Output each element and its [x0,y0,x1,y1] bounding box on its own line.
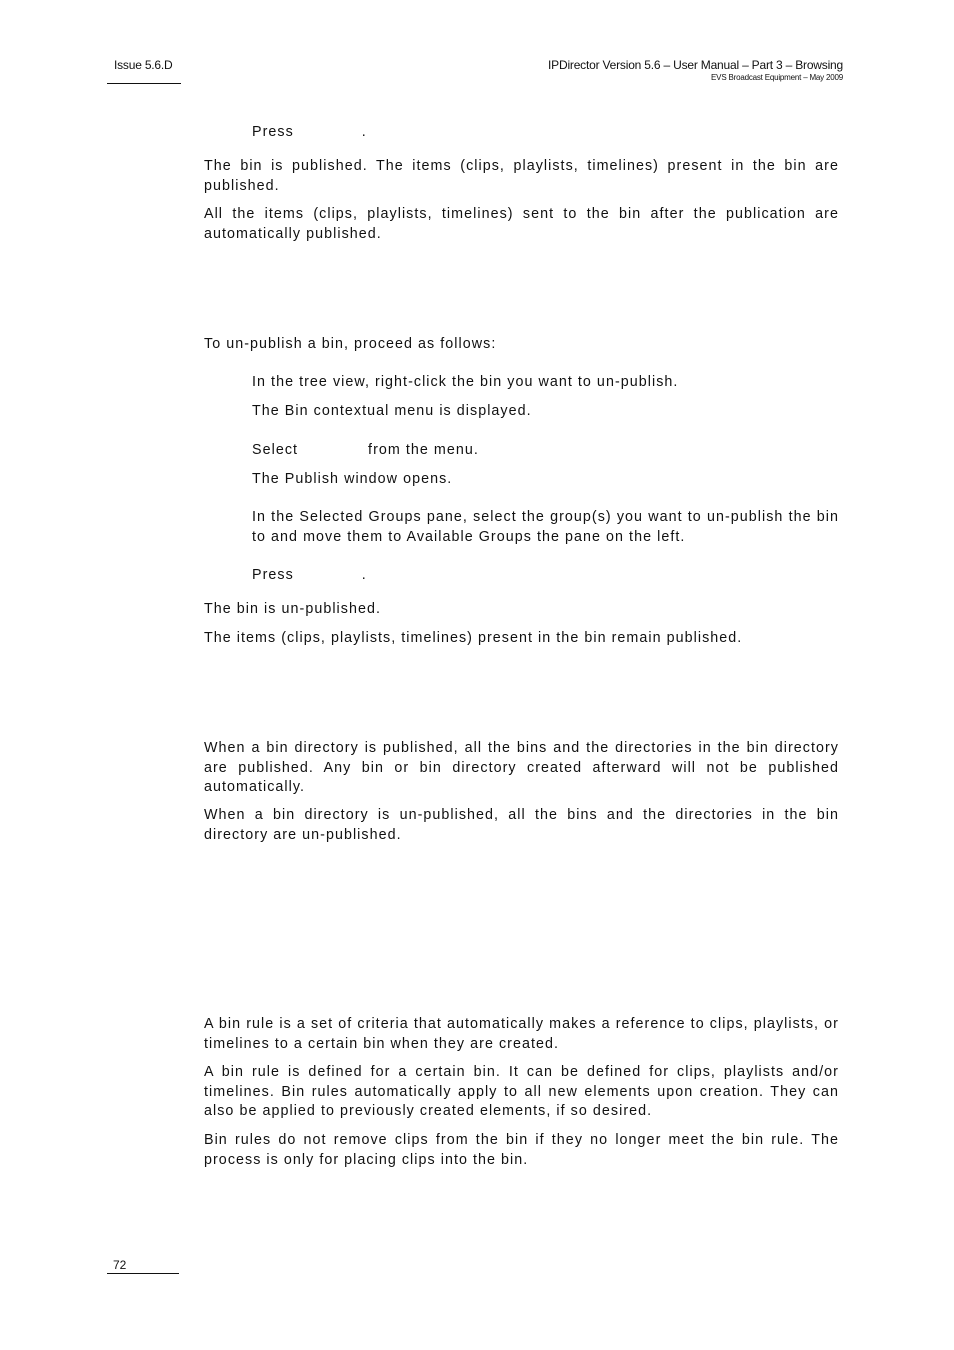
unpublish-result-1: The bin is un-published. [204,601,381,617]
unpublish-intro: To un-publish a bin, proceed as follows: [204,336,497,352]
bin-rules-paragraph-3: Bin rules do not remove clips from the bin if they no longer meet the bin rule. The process is only for placing clips into the bin. [204,1132,839,1168]
unpublish-step-4-verb: Press [252,567,294,583]
publish-result-1: The bin is published. The items (clips, playlists, timelines) present in the bin are published. [204,158,839,194]
unpublish-step-1: In the tree view, right-click the bin you want to un-publish. [252,374,679,390]
header-divider [107,83,181,84]
unpublish-step-1-result: The Bin contextual menu is displayed. [252,403,532,419]
unpublish-step-3: In the Selected Groups pane, select the group(s) you want to un-publish the bin to and move them to Available Groups the pane on the left. [252,509,839,545]
header-title: IPDirector Version 5.6 – User Manual – Part 3 – Browsing [548,58,843,72]
footer-divider [107,1273,179,1274]
header-subtitle: EVS Broadcast Equipment – May 2009 [711,73,843,82]
directory-paragraph-1: When a bin directory is published, all the bins and the directories in the bin directory are published. Any bin or bin directory created afterward will not be published automatically. [204,740,839,795]
unpublish-step-2-result: The Publish window opens. [252,471,453,487]
publish-result-2: All the items (clips, playlists, timelines) sent to the bin after the publication are automatically published. [204,206,839,242]
publish-step-press-verb: Press [252,124,294,140]
bin-rules-paragraph-2: A bin rule is defined for a certain bin. It can be defined for clips, playlists and/or timelines. Bin rules automatically apply to all new elements upon creation. They can also be applied to previously created elements, if so desired. [204,1064,839,1119]
publish-step-press [252,123,839,143]
unpublish-step-2 [252,441,839,461]
unpublish-step-2-verb: Select [252,442,299,458]
page-number: 72 [113,1258,127,1272]
unpublish-result-2: The items (clips, playlists, timelines) present in the bin remain published. [204,630,743,646]
header-issue: Issue 5.6.D [114,58,173,72]
publish-step-press-end: . [361,124,367,140]
directory-paragraph-2: When a bin directory is un-published, all the bins and the directories in the bin directory are un-published. [204,807,839,843]
unpublish-step-4-end: . [361,567,367,583]
unpublish-step-4 [252,566,839,586]
bin-rules-paragraph-1: A bin rule is a set of criteria that automatically makes a reference to clips, playlists, or timelines to a certain bin when they are created. [204,1016,839,1052]
unpublish-step-2-rest: from the menu. [368,442,479,458]
